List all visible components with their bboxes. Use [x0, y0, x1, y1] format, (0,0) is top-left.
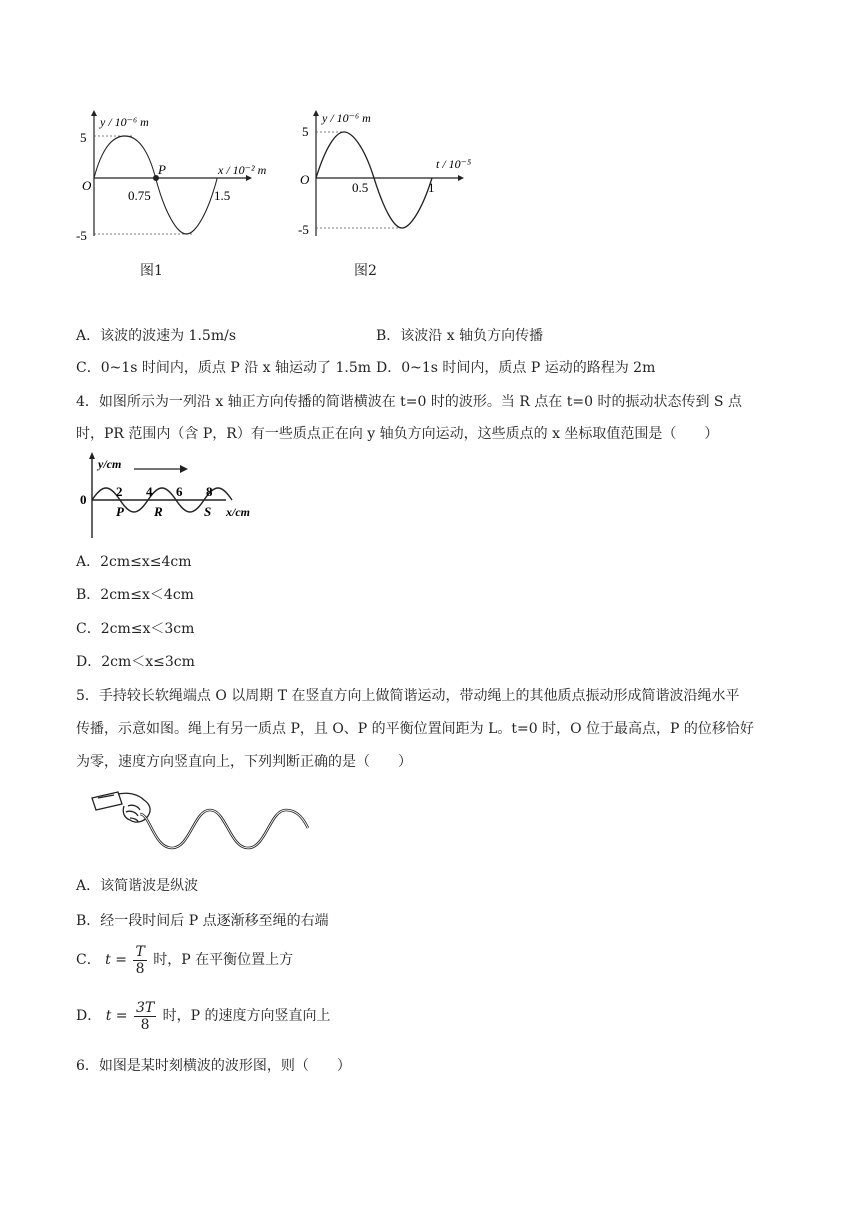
q4-origin: 0: [80, 492, 87, 507]
q4-tick-8: 8: [206, 484, 213, 499]
q4-option-d[interactable]: D．2cm＜x≤3cm: [76, 654, 195, 670]
q5-stem-line-1: 5．手持较长软绳端点 O 以周期 T 在竖直方向上做简谐运动，带动绳上的其他质点振动形成简谐波沿绳水平: [76, 688, 740, 704]
fig1-y-label: y / 10⁻⁶ m: [100, 115, 149, 129]
q4-y-label: y/cm: [98, 457, 122, 471]
fig1-wave-curve: [94, 136, 217, 234]
fig1-origin: O: [82, 178, 92, 193]
q5-option-d-denominator: 8: [140, 1016, 150, 1033]
q3-option-b[interactable]: B．该波沿 x 轴负方向传播: [376, 328, 544, 344]
fig1-x-tick-1: 0.75: [128, 188, 151, 203]
figure-1-wave-graph: [76, 108, 267, 248]
q4-tick-2: 2: [116, 484, 123, 499]
figure-2-vibration-graph: [298, 108, 478, 248]
q5-option-c-suffix: 时，P 在平衡位置上方: [153, 952, 294, 968]
fig1-x-label: x / 10⁻² m: [218, 163, 267, 177]
q5-rope-wave: [140, 810, 308, 848]
q4-option-c[interactable]: C．2cm≤x＜3cm: [76, 621, 195, 637]
q5-stem-line-3: 为零，速度方向竖直向上，下列判断正确的是（ ）: [76, 754, 412, 770]
fig2-origin: O: [300, 172, 310, 187]
q4-option-b[interactable]: B．2cm≤x＜4cm: [76, 587, 194, 603]
q4-point-p: P: [116, 504, 124, 519]
q4-tick-4: 4: [146, 484, 153, 499]
fig1-y-max: 5: [80, 130, 87, 145]
q5-stem-line-2: 传播，示意如图。绳上有另一质点 P，且 O、P 的平衡位置间距为 L。t=0 时，O 位于最高点，P 的位移恰好: [76, 721, 754, 737]
fig1-caption: 图1: [140, 263, 163, 279]
q4-tick-6: 6: [176, 484, 183, 499]
fig2-x-label: t / 10⁻⁵: [436, 157, 472, 171]
fig2-y-max: 5: [302, 124, 309, 139]
fig2-caption: 图2: [354, 263, 377, 279]
q5-option-c-eq: =: [115, 952, 127, 968]
q5-option-a[interactable]: A．该简谐波是纵波: [76, 878, 199, 894]
q4-point-s: S: [204, 504, 212, 519]
q4-stem-line-2: 时，PR 范围内（含 P，R）有一些质点正在向 y 轴负方向运动，这些质点的 x 坐标取值范围是（ ）: [76, 426, 719, 442]
hand-icon: [92, 792, 150, 822]
q5-option-d-prefix: D．: [76, 1008, 102, 1024]
q4-x-label: x/cm: [226, 505, 250, 519]
fig2-y-min: -5: [298, 222, 309, 237]
fig1-x-tick-2: 1.5: [214, 188, 231, 203]
q3-option-d[interactable]: D．0~1s 时间内，质点 P 运动的路程为 2m: [376, 360, 656, 376]
q4-point-r: R: [154, 504, 163, 519]
q5-option-d-fraction: [134, 1000, 156, 1033]
q5-option-d[interactable]: [76, 996, 331, 1036]
q5-option-d-eq: =: [115, 1008, 128, 1024]
q6-stem: 6．如图是某时刻横波的波形图，则（ ）: [76, 1058, 351, 1074]
q5-option-c-prefix: C．: [76, 952, 101, 968]
q5-option-c-var: t: [105, 952, 111, 968]
q5-option-c-fraction: [133, 944, 146, 977]
q5-option-c-denominator: 8: [135, 960, 145, 977]
fig1-point-label: P: [158, 162, 166, 177]
fig1-y-min: -5: [76, 228, 87, 243]
q5-option-d-numerator: 3T: [135, 999, 155, 1016]
fig2-y-label: y / 10⁻⁶ m: [322, 111, 371, 125]
fig2-wave-curve: [316, 132, 432, 228]
q4-option-a[interactable]: A．2cm≤x≤4cm: [76, 554, 192, 570]
q4-wave-figure: [76, 450, 266, 542]
q5-option-d-suffix: 时，P 的速度方向竖直向上: [162, 1008, 331, 1024]
q5-option-d-var: t: [105, 1008, 112, 1024]
fig2-x-tick-1: 0.5: [352, 180, 369, 195]
q5-hand-rope-figure: [88, 788, 314, 854]
q5-option-b[interactable]: B．经一段时间后 P 点逐渐移至绳的右端: [76, 913, 329, 929]
q5-option-c-numerator: T: [135, 943, 145, 960]
fig2-x-tick-2: 1: [428, 180, 435, 195]
q4-stem-line-1: 4．如图所示为一列沿 x 轴正方向传播的简谐横波在 t=0 时的波形。当 R 点在 t=0 时的振动状态传到 S 点: [76, 394, 742, 410]
q5-option-c[interactable]: [76, 940, 293, 980]
q3-option-a[interactable]: A．该波的波速为 1.5m/s: [76, 328, 237, 344]
q3-option-c[interactable]: C．0~1s 时间内，质点 P 沿 x 轴运动了 1.5m: [76, 360, 371, 376]
